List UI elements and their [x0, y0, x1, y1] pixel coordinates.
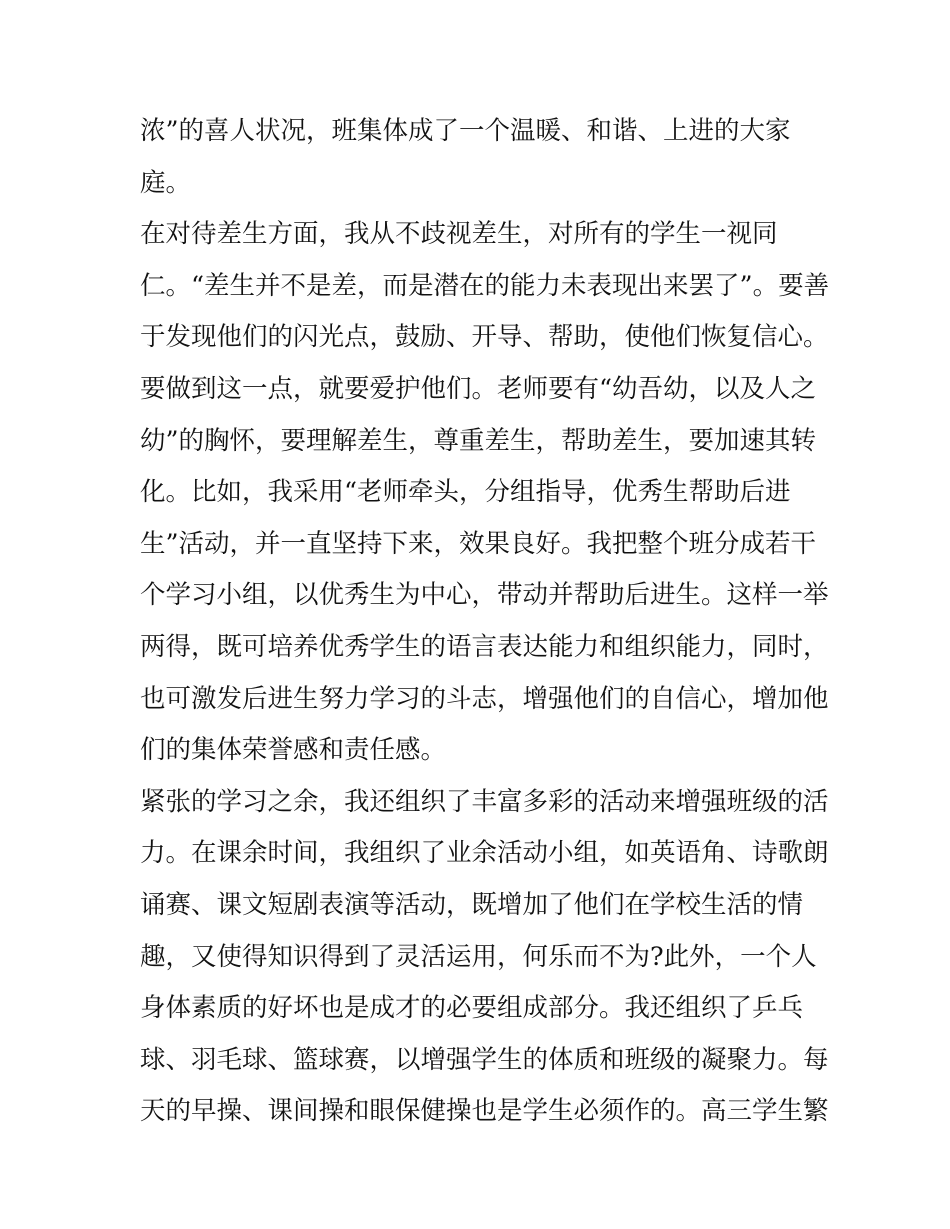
text-line: 诵赛、课文短剧表演等活动，既增加了他们在学校生活的情 [140, 889, 804, 920]
text-line: 也可激发后进生努力学习的斗志，增强他们的自信心，增加他 [140, 683, 829, 714]
text-line: 力。在课余时间，我组织了业余活动小组，如英语角、诗歌朗 [140, 838, 829, 869]
text-line: 天的早操、课间操和眼保健操也是学生必须作的。高三学生繁 [140, 1096, 829, 1127]
text-line: 仁。“差生并不是差，而是潜在的能力未表现出来罢了”。要善 [140, 270, 830, 301]
body-text [140, 106, 830, 1138]
text-line: 紧张的学习之余，我还组织了丰富多彩的活动来增强班级的活 [140, 786, 829, 817]
text-line: 们的集体荣誉感和责任感。 [140, 735, 447, 766]
text-line: 身体素质的好坏也是成才的必要组成部分。我还组织了乒乓 [140, 993, 804, 1024]
text-line: 在对待差生方面，我从不歧视差生，对所有的学生一视同 [140, 219, 778, 250]
text-line: 化。比如，我采用“老师牵头，分组指导，优秀生帮助后进 [140, 477, 791, 508]
text-line: 两得，既可培养优秀学生的语言表达能力和组织能力，同时， [140, 631, 829, 662]
text-line: 浓”的喜人状况，班集体成了一个温暖、和谐、上进的大家 [140, 116, 791, 146]
text-line: 庭。 [140, 167, 192, 198]
text-line: 要做到这一点，就要爱护他们。老师要有“幼吾幼，以及人之 [140, 373, 817, 404]
text-line: 球、羽毛球、篮球赛，以增强学生的体质和班级的凝聚力。每 [140, 1044, 829, 1075]
text-line: 幼”的胸怀，要理解差生，尊重差生，帮助差生，要加速其转 [140, 425, 817, 456]
text-line: 生”活动，并一直坚持下来，效果良好。我把整个班分成若干 [140, 528, 817, 559]
text-line: 于发现他们的闪光点，鼓励、开导、帮助，使他们恢复信心。 [140, 322, 829, 353]
text-line: 个学习小组，以优秀生为中心，带动并帮助后进生。这样一举 [140, 580, 829, 611]
text-line: 趣，又使得知识得到了灵活运用，何乐而不为?此外，一个人 [140, 941, 817, 972]
